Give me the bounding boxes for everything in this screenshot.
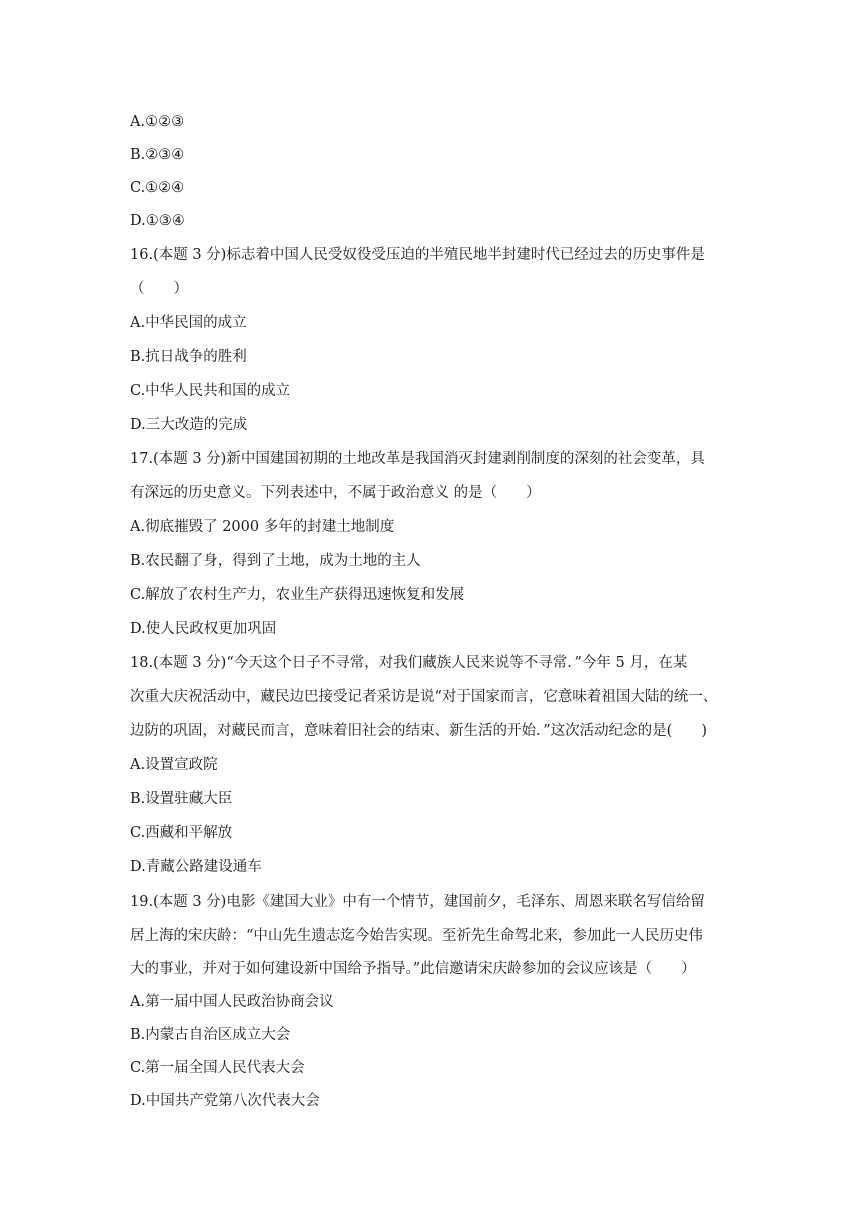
q18-stem-line2: 次重大庆祝活动中，藏民边巴接受记者采访是说“对于国家而言，它意味着祖国大陆的统一、 [130, 689, 718, 705]
q17-stem-line1: 17.(本题 3 分)新中国建国初期的土地改革是我国消灭封建剥削制度的深刻的社会变革，具 [130, 451, 705, 467]
q16-option-b: B.抗日战争的胜利 [130, 349, 247, 365]
q15-option-c: C.①②④ [130, 180, 185, 196]
q15-option-b: B.②③④ [130, 147, 185, 163]
q18-option-b: B.设置驻藏大臣 [130, 791, 233, 807]
q19-stem-line3: 大的事业，并对于如何建设新中国给予指导。”此信邀请宋庆龄参加的会议应该是（ ） [130, 961, 696, 977]
q16-option-d: D.三大改造的完成 [130, 417, 248, 433]
q16-option-c: C.中华人民共和国的成立 [130, 383, 291, 399]
q16-stem-line1: 16.(本题 3 分)标志着中国人民受奴役受压迫的半殖民地半封建时代已经过去的历史事件是 [130, 247, 705, 263]
q19-option-b: B.内蒙古自治区成立大会 [130, 1027, 291, 1043]
q18-option-c: C.西藏和平解放 [130, 825, 233, 841]
q18-stem-line1: 18.(本题 3 分)“今天这个日子不寻常，对我们藏族人民来说等不寻常．”今年 5 月，在某 [130, 655, 688, 671]
q16-stem-line2: （ ） [130, 281, 188, 297]
q19-option-d: D.中国共产党第八次代表大会 [130, 1093, 320, 1109]
q18-option-d: D.青藏公路建设通车 [130, 859, 262, 875]
q15-option-d: D.①③④ [130, 213, 185, 229]
q17-stem-line2: 有深远的历史意义。下列表述中，不属于政治意义 的是（ ） [130, 485, 541, 501]
q16-option-a: A.中华民国的成立 [130, 315, 247, 331]
q19-stem-line2: 居上海的宋庆龄：“中山先生遗志迄今始告实现。至祈先生命驾北来，参加此一人民历史伟 [130, 928, 703, 944]
q19-option-c: C.第一届全国人民代表大会 [130, 1060, 305, 1076]
q17-option-c: C.解放了农村生产力，农业生产获得迅速恢复和发展 [130, 587, 465, 603]
q17-option-a: A.彻底摧毁了 2000 多年的封建土地制度 [130, 519, 395, 535]
q15-option-a: A.①②③ [130, 114, 185, 130]
q18-stem-line3: 边防的巩固，对藏民而言，意味着旧社会的结束、新生活的开始．”这次活动纪念的是( ) [130, 723, 707, 739]
q17-option-b: B.农民翻了身，得到了土地，成为土地的主人 [130, 553, 421, 569]
q18-option-a: A.设置宣政院 [130, 757, 218, 773]
q17-option-d: D.使人民政权更加巩固 [130, 621, 277, 637]
q19-option-a: A.第一届中国人民政治协商会议 [130, 994, 334, 1010]
q19-stem-line1: 19.(本题 3 分)电影《建国大业》中有一个情节，建国前夕，毛泽东、周恩来联名写信给留 [130, 894, 705, 910]
